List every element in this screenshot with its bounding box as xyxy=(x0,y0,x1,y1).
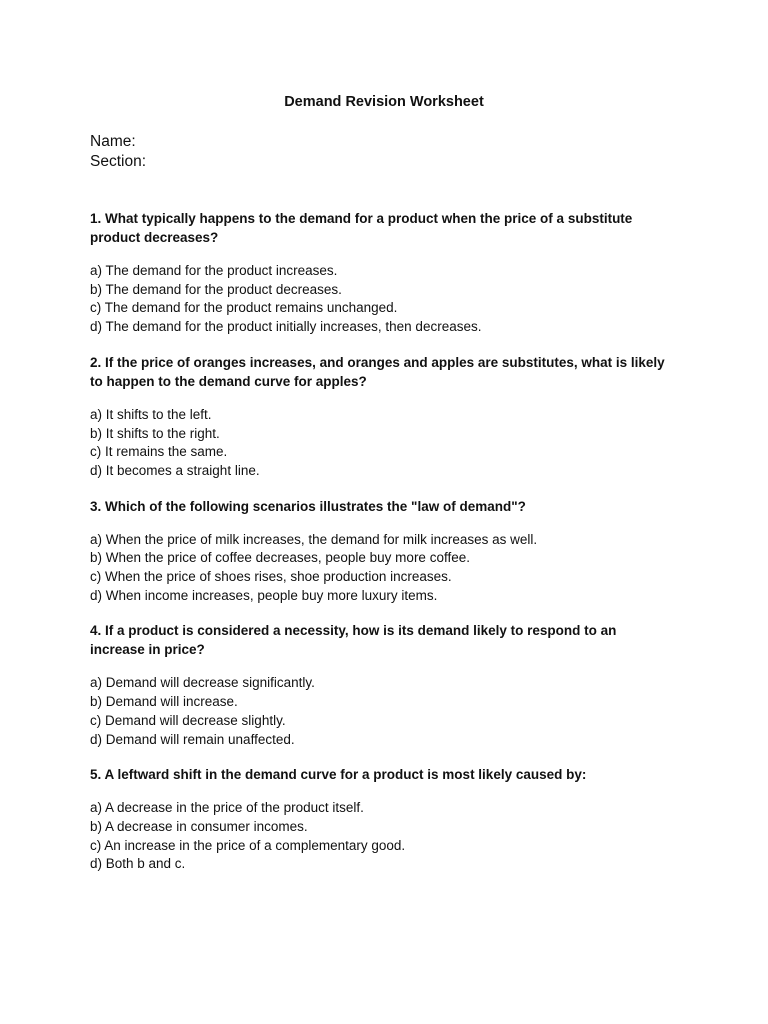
question-5-option-a: a) A decrease in the price of the product itself. xyxy=(90,800,364,816)
question-3-option-a: a) When the price of milk increases, the demand for milk increases as well. xyxy=(90,531,538,547)
question-3-option-d: d) When income increases, people buy more luxury items. xyxy=(90,587,438,603)
question-4-text: 4. If a product is considered a necessity, how is its demand likely to respond to an increase in price? xyxy=(90,623,617,658)
question-2-option-a: a) It shifts to the left. xyxy=(90,406,212,422)
question-3-options xyxy=(90,531,670,606)
question-1-option-d: d) The demand for the product initially increases, then decreases. xyxy=(90,319,482,335)
question-4-option-c: c) Demand will decrease slightly. xyxy=(90,712,286,728)
question-3 xyxy=(90,497,670,606)
question-2-text: 2. If the price of oranges increases, and oranges and apples are substitutes, what is likely to happen to the demand curve for apples? xyxy=(90,354,665,389)
question-2-option-c: c) It remains the same. xyxy=(90,444,228,460)
question-4 xyxy=(90,621,670,749)
question-list xyxy=(90,209,670,890)
name-label: Name: xyxy=(90,133,136,150)
question-1 xyxy=(90,209,670,337)
student-info xyxy=(90,132,146,172)
section-label: Section: xyxy=(90,153,147,170)
question-4-option-a: a) Demand will decrease significantly. xyxy=(90,675,315,691)
question-3-option-b: b) When the price of coffee decreases, people buy more coffee. xyxy=(90,550,470,566)
question-5-option-d: d) Both b and c. xyxy=(90,856,186,872)
question-2-option-b: b) It shifts to the right. xyxy=(90,425,220,441)
question-2 xyxy=(90,353,670,481)
question-1-option-a: a) The demand for the product increases. xyxy=(90,263,338,278)
question-5 xyxy=(90,765,670,874)
question-1-options xyxy=(90,262,670,337)
question-1-option-b: b) The demand for the product decreases. xyxy=(90,281,342,297)
question-1-text: 1. What typically happens to the demand for a product when the price of a substitute product decreases? xyxy=(90,211,633,245)
question-3-text: 3. Which of the following scenarios illustrates the "law of demand"? xyxy=(90,498,526,514)
question-2-option-d: d) It becomes a straight line. xyxy=(90,462,260,478)
question-5-option-b: b) A decrease in consumer incomes. xyxy=(90,818,308,834)
question-3-option-c: c) When the price of shoes rises, shoe production increases. xyxy=(90,569,452,585)
question-2-options xyxy=(90,406,670,481)
worksheet-title: Demand Revision Worksheet xyxy=(284,94,484,110)
question-4-option-b: b) Demand will increase. xyxy=(90,694,238,710)
question-5-options xyxy=(90,799,670,874)
question-4-options xyxy=(90,674,670,749)
question-5-option-c: c) An increase in the price of a complementary good. xyxy=(90,837,406,853)
question-4-option-d: d) Demand will remain unaffected. xyxy=(90,731,295,747)
question-5-text: 5. A leftward shift in the demand curve for a product is most likely caused by: xyxy=(90,767,587,783)
question-1-option-c: c) The demand for the product remains unchanged. xyxy=(90,300,398,316)
